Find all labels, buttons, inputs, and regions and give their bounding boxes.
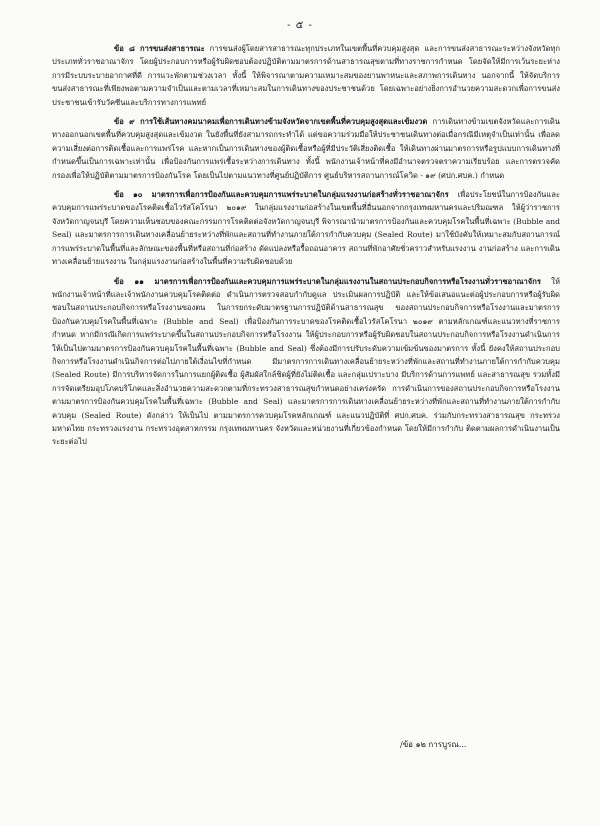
section-11 xyxy=(52,275,560,449)
section-9-text: การเดินทางข้ามเขตจังหวัดและการเดินทางออกนอกเขตพื้นที่ควบคุมสูงสุดและเข้มงวด ในยังพื้นที่ยังสามารถกระทำได้ แต่ขอความร่วมมือให้ประชาชนเดินทางต่อเมื่อกรณีมีเหตุจำเป็นเท่านั้น เพื่อลดความเสี่ยงต่อการติดเชื้อและการแพร่โรค และหากเป็นการเดินทางของผู้ติดเชื้อหรือผู้ที่มีประวัติเสี่ยงติดเชื้อ ให้เดินทางผ่านมาตรการหรือรูปแบบการเดินทางที่กำหนดขึ้นเป็นการเฉพาะเท่านั้น เพื่อป้องกันการแพร่เชื้อระหว่างการเดินทาง ทั้งนี้ พนักงานเจ้าหน้าที่คงมีอำนาจตรวจตราความเรียบร้อย และการตรวจคัดกรองเพื่อให้ปฏิบัติตามมาตรการป้องกันโรค โดยเป็นไปตามแนวทางที่ศูนย์ปฏิบัติการ ศูนย์บริหารสถานการณ์โควิด - ๑๙ (ศปก.ศบค.) กำหนด xyxy=(52,117,561,180)
section-10-text: เพื่อประโยชน์ในการป้องกันและควบคุมการแพร่ระบาดของโรคติดเชื้อไวรัสโคโรนา ๒๐๑๙ ในกลุ่มแรงงานก่อสร้างในเขตพื้นที่อื่นนอกจากกรุงเทพมหานครและปริมณฑล ให้ผู้ว่าราชการจังหวัดกาญจนบุรี โดยความเห็นชอบของคณะกรรมการโรคติดต่อจังหวัดกาญจนบุรี พิจารณานำมาตรการป้องกันและควบคุมโรคในพื้นที่เฉพาะ (Bubble and Seal) และมาตรการการเดินทางเคลื่อนย้ายระหว่างที่พักและสถานที่ทำงานภายใต้การกำกับควบคุม (Sealed Route) มาใช้บังคับให้เหมาะสมกับสถานการณ์การแพร่ระบาดในพื้นที่และลักษณะของพื้นที่หรือสถานที่ก่อสร้าง ดัดแปลงหรือรื้อถอนอาคาร สถานที่พักอาศัยชั่วคราวสำหรับแรงงาน งานก่อสร้าง และการเดินทางเคลื่อนย้ายแรงงาน ในกลุ่มแรงงานก่อสร้างในพื้นที่ความรับผิดชอบด้วย xyxy=(52,190,560,267)
section-9-heading: ข้อ ๙ การใช้เส้นทางคมนาคมเพื่อการเดินทางข้ามจังหวัดจากเขตพื้นที่ควบคุมสูงสุดและเข้มงวด xyxy=(114,117,428,127)
section-8-heading: ข้อ ๘ การขนส่งสาธารณะ xyxy=(114,44,205,53)
section-10-heading: ข้อ ๑๐ มาตรการเพื่อการป้องกันและควบคุมการแพร่ระบาดในกลุ่มแรงงานก่อสร้างทั่วราชอาณาจักร xyxy=(114,190,449,200)
section-11-heading: ข้อ ๑๑ มาตรการเพื่อการป้องกันและควบคุมการแพร่ระบาดในกลุ่มแรงงานในสถานประกอบกิจการหรือโรงงานทั่วราชอาณาจักร xyxy=(114,276,541,286)
section-9 xyxy=(52,115,560,182)
page-number: - ๕ - xyxy=(287,20,313,31)
section-10 xyxy=(52,188,560,268)
next-page-reference: /ข้อ ๑๒ การบูรณ... xyxy=(400,740,467,749)
section-8 xyxy=(52,42,560,109)
section-8-text: การขนส่งผู้โดยสารสาธารณะทุกประเภทในเขตพื้นที่ควบคุมสูงสุด และการขนส่งสาธารณะระหว่างจังหวัดทุกประเภททั่วราชอาณาจักร โดยผู้ประกอบการหรือผู้รับผิดชอบต้องปฏิบัติตามมาตรการด้านสาธารณสุขตามที่ทางราชการกำหนด โดยจัดให้มีการเว้นระยะห่าง การมีระบบระบายอากาศที่ดี การแวะพักตามช่วงเวลา ทั้งนี้ ให้พิจารณาตามความเหมาะสมของยานพาหนะและสภาพการเดินทาง นอกจากนี้ ให้จัดบริการขนส่งสาธารณะที่เพียงพอตามความจำเป็นและตามเวลาที่เหมาะสมในการเดินทางของประชาชนด้วย โดยเฉพาะอย่างยิ่งการอำนวยความสะดวกเพื่อการขนส่ง ประชาชนเข้ารับวัคซีนและบริการทางการแพทย์ xyxy=(52,44,560,107)
section-11-text: ให้พนักงานเจ้าหน้าที่และเจ้าพนักงานควบคุมโรคติดต่อ ดำเนินการตรวจสอบกำกับดูแล ประเมินผลการปฏิบัติ และให้ข้อเสนอแนะต่อผู้ประกอบการหรือผู้รับผิดชอบในสถานประกอบกิจการหรือโรงงานของตน ในการยกระดับมาตรฐานการปฏิบัติด้านสาธารณสุข ของสถานประกอบกิจการหรือโรงงานและมาตรการป้องกันควบคุมโรคในพื้นที่เฉพาะ (Bubble and Seal) เพื่อป้องกันการระบาดของโรคติดเชื้อไวรัสโคโรนา ๒๐๑๙ ตามหลักเกณฑ์และแนวทางที่ราชการกำหนด หากมีกรณีเกิดการแพร่ระบาดขึ้นในสถานประกอบกิจการหรือโรงงาน ให้ผู้ประกอบการหรือผู้รับผิดชอบในสถานประกอบกิจการหรือโรงงานดำเนินการให้เป็นไปตามมาตรการป้องกันควบคุมโรคในพื้นที่เฉพาะ (Bubble and Seal) ซึ่งต้องมีการปรับระดับความเข้มข้นของมาตรการ ทั้งนี้ ยังคงให้สถานประกอบกิจการหรือโรงงานดำเนินกิจการต่อไปภายใต้เงื่อนไขที่กำหนด มีมาตรการการเดินทางเคลื่อนย้ายระหว่างที่พักและสถานที่ทำงานภายใต้การกำกับควบคุม (Sealed Route) มีการบริหารจัดการในการแยกผู้ติดเชื้อ ผู้สัมผัสใกล้ชิดผู้ที่ยังไม่ติดเชื้อ และกลุ่มเปราะบาง มีบริการด้านการแพทย์ และสาธารณสุข รวมทั้งมีการจัดเตรียมอุปโภคบริโภคและสิ่งอำนวยความสะดวกตามที่กระทรวงสาธารณสุขกำหนดอย่างเคร่งครัด การดำเนินการของสถานประกอบกิจการหรือโรงงานตามมาตรการป้องกันควบคุมโรคในพื้นที่เฉพาะ (Bubble and Seal) และมาตรการการเดินทางเคลื่อนย้ายระหว่างที่พักและสถานที่ทำงานภายใต้การกำกับควบคุม (Sealed Route) ดังกล่าว ให้เป็นไป ตามมาตรการควบคุมโรคหลักเกณฑ์ และแนวปฏิบัติที่ ศปก.ศบค. ร่วมกับกระทรวงสาธารณสุข กระทรวงมหาดไทย กระทรวงแรงงาน กระทรวงอุตสาหกรรม กรุงเทพมหานคร จังหวัดและหน่วยงานที่เกี่ยวข้องกำหนด โดยให้มีการกำกับ ติดตามผลการดำเนินงานเป็นระยะต่อไป xyxy=(52,276,560,447)
document-body xyxy=(52,42,560,455)
